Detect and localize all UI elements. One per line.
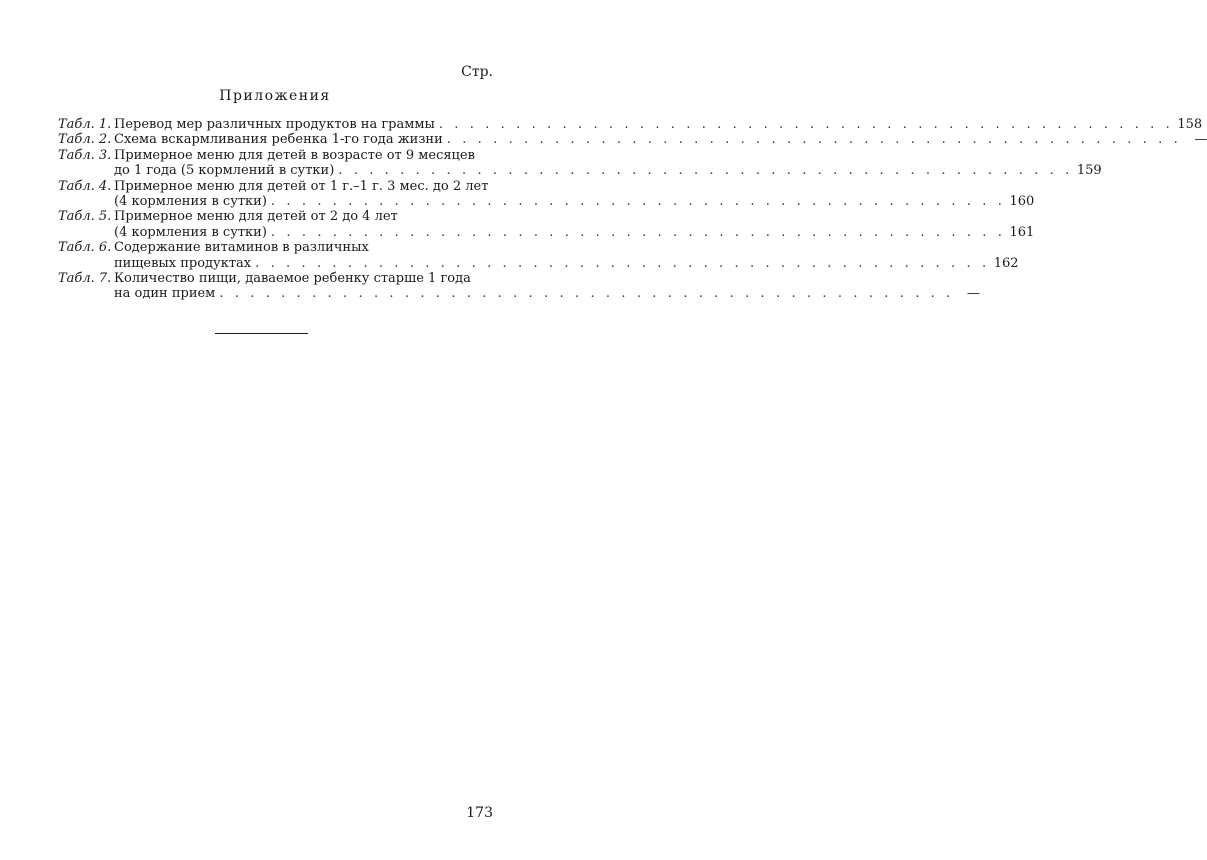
section-end-rule	[215, 333, 308, 334]
toc-entry-last-line	[114, 163, 1102, 179]
toc-entry-label: Табл. 2.	[58, 132, 112, 148]
dot-leader: . . . . . . . . . . . . . . . . . . . . . . . . . . . . . . . . . . . . . . . . . . . . . . . .	[270, 194, 1006, 210]
toc-entry-title-line: Количество пищи, даваемое ребенку старше 1 года	[114, 271, 471, 287]
toc-entry[interactable]	[58, 271, 980, 302]
toc-entry-page: 160	[1009, 194, 1035, 210]
toc-entry-label: Табл. 4.	[58, 178, 112, 194]
toc-entry-last-line	[114, 194, 1035, 210]
toc-entry-body	[114, 271, 980, 302]
dot-leader: . . . . . . . . . . . . . . . . . . . . . . . . . . . . . . . . . . . . . . . . . . . . . . . .	[219, 286, 954, 302]
toc-entry[interactable]	[58, 132, 1207, 148]
toc-entry-body	[114, 209, 1035, 240]
toc-entry-title: Перевод мер различных продуктов на граммы	[114, 117, 435, 132]
toc-entry-body	[114, 178, 1035, 210]
section-title: Приложения	[219, 88, 331, 104]
toc-entry[interactable]	[58, 209, 1035, 240]
toc-entry-title: (4 кормления в сутки)	[114, 194, 267, 210]
toc-entry-last-line	[114, 286, 980, 302]
dot-leader: . . . . . . . . . . . . . . . . . . . . . . . . . . . . . . . . . . . . . . . . . . . . . . . .	[270, 224, 1006, 240]
toc-entry-title: Схема вскармливания ребенка 1-го года жизни	[114, 132, 443, 148]
toc-entry-page: 158	[1177, 117, 1203, 132]
toc-entry-last-line	[114, 132, 1207, 148]
toc-entry-title: на один прием	[114, 286, 216, 302]
page-column-header: Стр.	[461, 64, 493, 80]
dot-leader: . . . . . . . . . . . . . . . . . . . . . . . . . . . . . . . . . . . . . . . . . . . . . . . .	[446, 132, 1182, 148]
toc-entry-last-line	[114, 117, 1203, 132]
dot-leader: . . . . . . . . . . . . . . . . . . . . . . . . . . . . . . . . . . . . . . . . . . . . . . . .	[255, 255, 990, 271]
toc-entry-last-line	[114, 255, 1019, 271]
toc-entry-page: 162	[993, 255, 1019, 271]
toc-entry[interactable]	[58, 147, 1102, 179]
toc-entry-page: 161	[1009, 224, 1035, 240]
toc-entry-label: Табл. 7.	[58, 271, 112, 287]
page-number: 173	[466, 805, 493, 821]
toc-entry[interactable]	[58, 178, 1035, 210]
toc-entry-label: Табл. 6.	[58, 240, 112, 256]
dot-leader: . . . . . . . . . . . . . . . . . . . . . . . . . . . . . . . . . . . . . . . . . . . . . . . .	[438, 117, 1174, 132]
toc-entry-label: Табл. 1.	[58, 117, 112, 132]
toc-entry-label: Табл. 5.	[58, 209, 112, 225]
toc-entry-last-line	[114, 224, 1035, 240]
toc-entry-title-line: Примерное меню для детей от 1 г.–1 г. 3 мес. до 2 лет	[114, 178, 489, 194]
toc-entry[interactable]	[58, 117, 1203, 132]
toc-entry-body	[114, 147, 1102, 179]
toc-entry-title: пищевых продуктах	[114, 255, 252, 271]
toc-entry-title-line: Примерное меню для детей в возрасте от 9 месяцев	[114, 147, 475, 163]
table-of-contents	[58, 117, 1207, 302]
toc-entry-label: Табл. 3.	[58, 147, 112, 163]
toc-entry-page: —	[1194, 132, 1207, 148]
dot-leader: . . . . . . . . . . . . . . . . . . . . . . . . . . . . . . . . . . . . . . . . . . . . . . . .	[338, 163, 1073, 179]
toc-entry-body	[114, 240, 1019, 271]
toc-entry-body	[114, 117, 1203, 132]
toc-entry-title-line: Содержание витаминов в различных	[114, 240, 369, 256]
toc-entry-title: (4 кормления в сутки)	[114, 224, 267, 240]
toc-entry-title-line: Примерное меню для детей от 2 до 4 лет	[114, 209, 398, 225]
toc-entry-body	[114, 132, 1207, 148]
toc-entry-page: 159	[1076, 163, 1102, 179]
toc-entry-page: —	[966, 286, 980, 302]
toc-entry-title: до 1 года (5 кормлений в сутки)	[114, 163, 335, 179]
toc-entry[interactable]	[58, 240, 1019, 271]
